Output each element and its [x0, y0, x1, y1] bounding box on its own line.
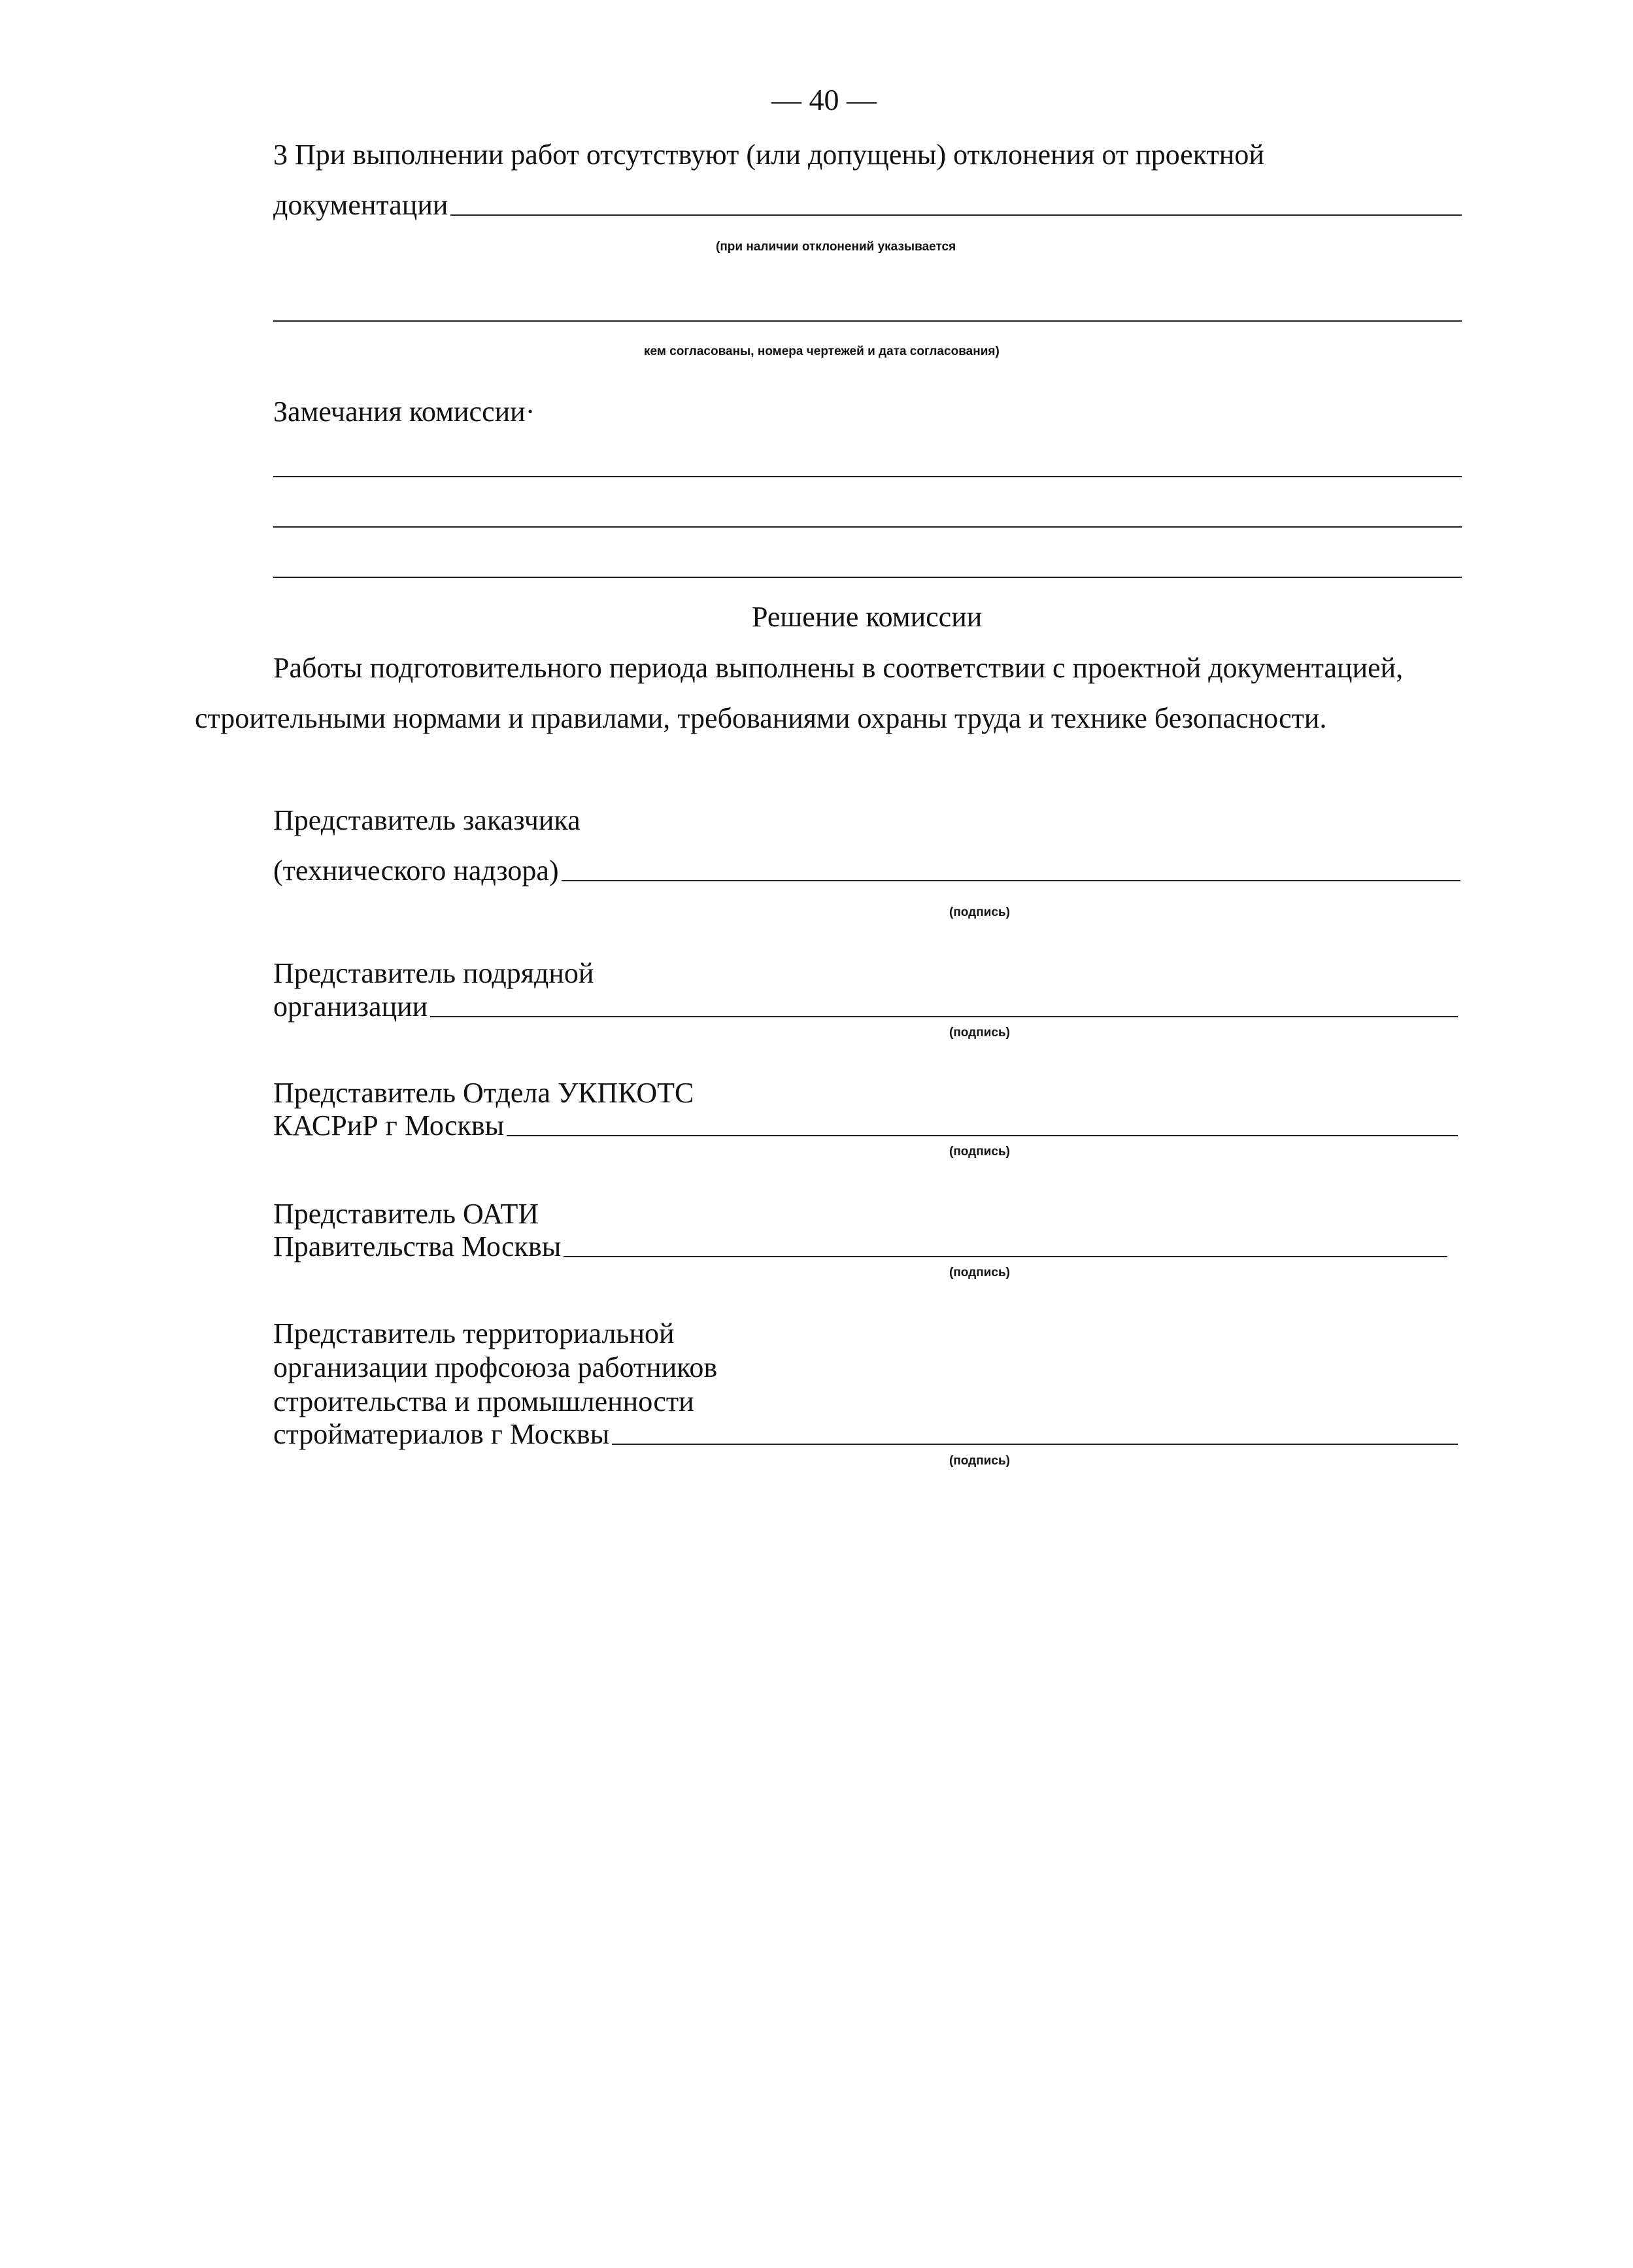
remarks-line-2[interactable] — [273, 526, 1462, 528]
union-signature-caption: (подпись) — [949, 1454, 1010, 1468]
deviation-fill-line-1[interactable] — [450, 214, 1462, 216]
contractor-signature-line[interactable] — [430, 1016, 1458, 1017]
customer-rep-label-2: (технического надзора) — [273, 855, 559, 887]
ukpkots-rep-label-2: КАСРиР г Москвы — [273, 1109, 505, 1142]
oati-rep-label-2: Правительства Москвы — [273, 1230, 562, 1262]
customer-signature-caption: (подпись) — [949, 906, 1010, 919]
deviation-caption-2: кем согласованы, номера чертежей и дата согласования) — [644, 345, 1000, 358]
union-signature-row — [273, 1420, 1458, 1449]
customer-rep-label: Представитель заказчика — [273, 804, 581, 836]
union-rep-label-4: стройматериалов г Москвы — [273, 1418, 610, 1450]
ukpkots-signature-line[interactable] — [507, 1135, 1458, 1136]
remarks-line-1[interactable] — [273, 476, 1462, 477]
ukpkots-rep-label: Представитель Отдела УКПКОТС — [273, 1077, 694, 1109]
union-rep-label-2: организации профсоюза работников — [273, 1351, 718, 1383]
deviation-fill-line-2[interactable] — [273, 320, 1462, 322]
customer-signature-line[interactable] — [562, 880, 1460, 881]
decision-text-line1: Работы подготовительного периода выполнены в соответствии с проектной документацией, — [273, 652, 1404, 684]
page-number: — 40 — — [771, 83, 877, 116]
remarks-label: Замечания комиссии· — [273, 396, 535, 428]
union-signature-line[interactable] — [612, 1444, 1458, 1445]
section3-documentation-row — [273, 191, 1462, 220]
oati-signature-row — [273, 1232, 1447, 1261]
oati-rep-label: Представитель ОАТИ — [273, 1198, 539, 1230]
remarks-line-3[interactable] — [273, 577, 1462, 578]
contractor-rep-label-2: организации — [273, 990, 428, 1023]
oati-signature-caption: (подпись) — [949, 1266, 1010, 1279]
customer-signature-row — [273, 856, 1460, 885]
union-rep-label-1: Представитель территориальной — [273, 1317, 675, 1349]
decision-heading: Решение комиссии — [752, 601, 983, 633]
oati-signature-line[interactable] — [564, 1256, 1447, 1257]
ukpkots-signature-caption: (подпись) — [949, 1145, 1010, 1159]
contractor-signature-caption: (подпись) — [949, 1026, 1010, 1040]
union-rep-label-3: строительства и промышленности — [273, 1385, 694, 1417]
ukpkots-signature-row — [273, 1111, 1458, 1140]
deviation-caption-1: (при наличии отклонений указывается — [716, 240, 956, 254]
contractor-signature-row — [273, 992, 1458, 1021]
contractor-rep-label: Представитель подрядной — [273, 957, 594, 989]
decision-text-line2: строительными нормами и правилами, требованиями охраны труда и технике безопасности. — [195, 702, 1327, 734]
section3-documentation-label: документации — [273, 189, 448, 221]
section3-line1: 3 При выполнении работ отсутствуют (или допущены) отклонения от проектной — [273, 139, 1264, 171]
